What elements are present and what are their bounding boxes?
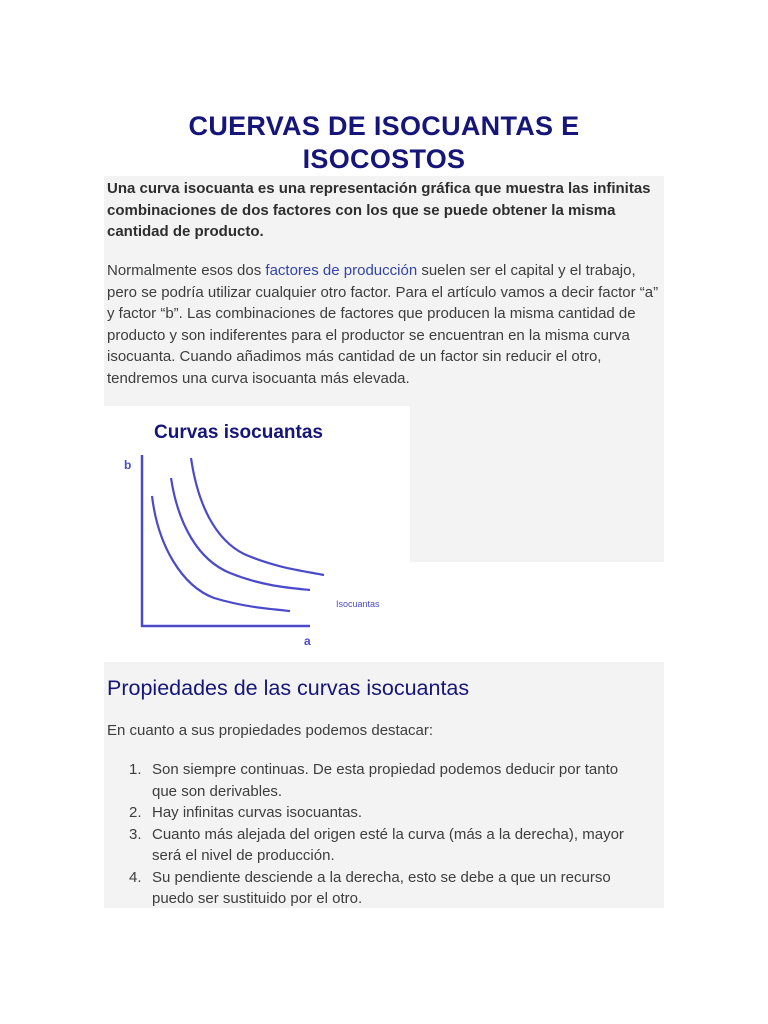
list-item xyxy=(107,824,647,867)
list-item-text: Su pendiente desciende a la derecha, esto se debe a que un recurso puedo ser sustituido por el otro. xyxy=(152,868,611,907)
isoquant-diagram xyxy=(104,406,410,656)
page-title xyxy=(0,110,768,176)
intro-definition: Una curva isocuanta es una representación gráfica que muestra las infinitas combinaciones de dos factores con los que se puede obtener la misma cantidad de producto. xyxy=(107,180,651,240)
list-item-number: 3. xyxy=(129,825,142,843)
properties-lead: En cuanto a sus propiedades podemos destacar: xyxy=(107,722,434,739)
isoquants-label: Isocuantas xyxy=(336,599,380,609)
isoquant-curve-3 xyxy=(191,458,324,575)
isoquant-figure xyxy=(104,406,410,656)
properties-list xyxy=(107,759,647,910)
list-item-text: Son siempre continuas. De esta propiedad podemos deducir por tanto que son derivables. xyxy=(152,761,619,800)
intro-text-before-link: Normalmente esos dos xyxy=(107,262,266,279)
page-title-line-1: CUERVAS DE ISOCUANTAS E xyxy=(188,111,580,142)
y-axis-label: b xyxy=(124,458,132,472)
list-item xyxy=(107,759,647,802)
intro-text-after-link: suelen ser el capital y el trabajo, pero se podría utilizar cualquier otro factor. Para el artículo vamos a decir factor “a” y factor “b”. Las combinaciones de factores que producen la misma cantidad de producto y son indiferentes para el productor se encuentran en la misma curva isocuanta. Cuando añadimos más cantidad de un factor sin reducir el otro, tendremos una curva isocuanta más elevada. xyxy=(107,262,659,387)
list-item xyxy=(107,802,647,824)
properties-section xyxy=(104,662,664,908)
list-item-text: Cuanto más alejada del origen esté la curva (más a la derecha), mayor será el nivel de producción. xyxy=(152,825,624,864)
x-axis-label: a xyxy=(304,634,311,648)
list-item-number: 1. xyxy=(129,761,142,778)
factores-produccion-link[interactable]: factores de producción xyxy=(265,262,418,279)
list-item xyxy=(107,867,647,910)
page-title-line-2: ISOCOSTOS xyxy=(302,144,466,175)
isoquant-curve-1 xyxy=(152,496,290,611)
properties-heading: Propiedades de las curvas isocuantas xyxy=(107,676,470,700)
list-item-number: 4. xyxy=(129,868,142,886)
list-item-number: 2. xyxy=(129,804,142,821)
intro-paragraph xyxy=(107,260,659,389)
figure-title: Curvas isocuantas xyxy=(154,422,323,443)
list-item-text: Hay infinitas curvas isocuantas. xyxy=(152,804,363,821)
isoquant-curve-2 xyxy=(171,478,310,590)
